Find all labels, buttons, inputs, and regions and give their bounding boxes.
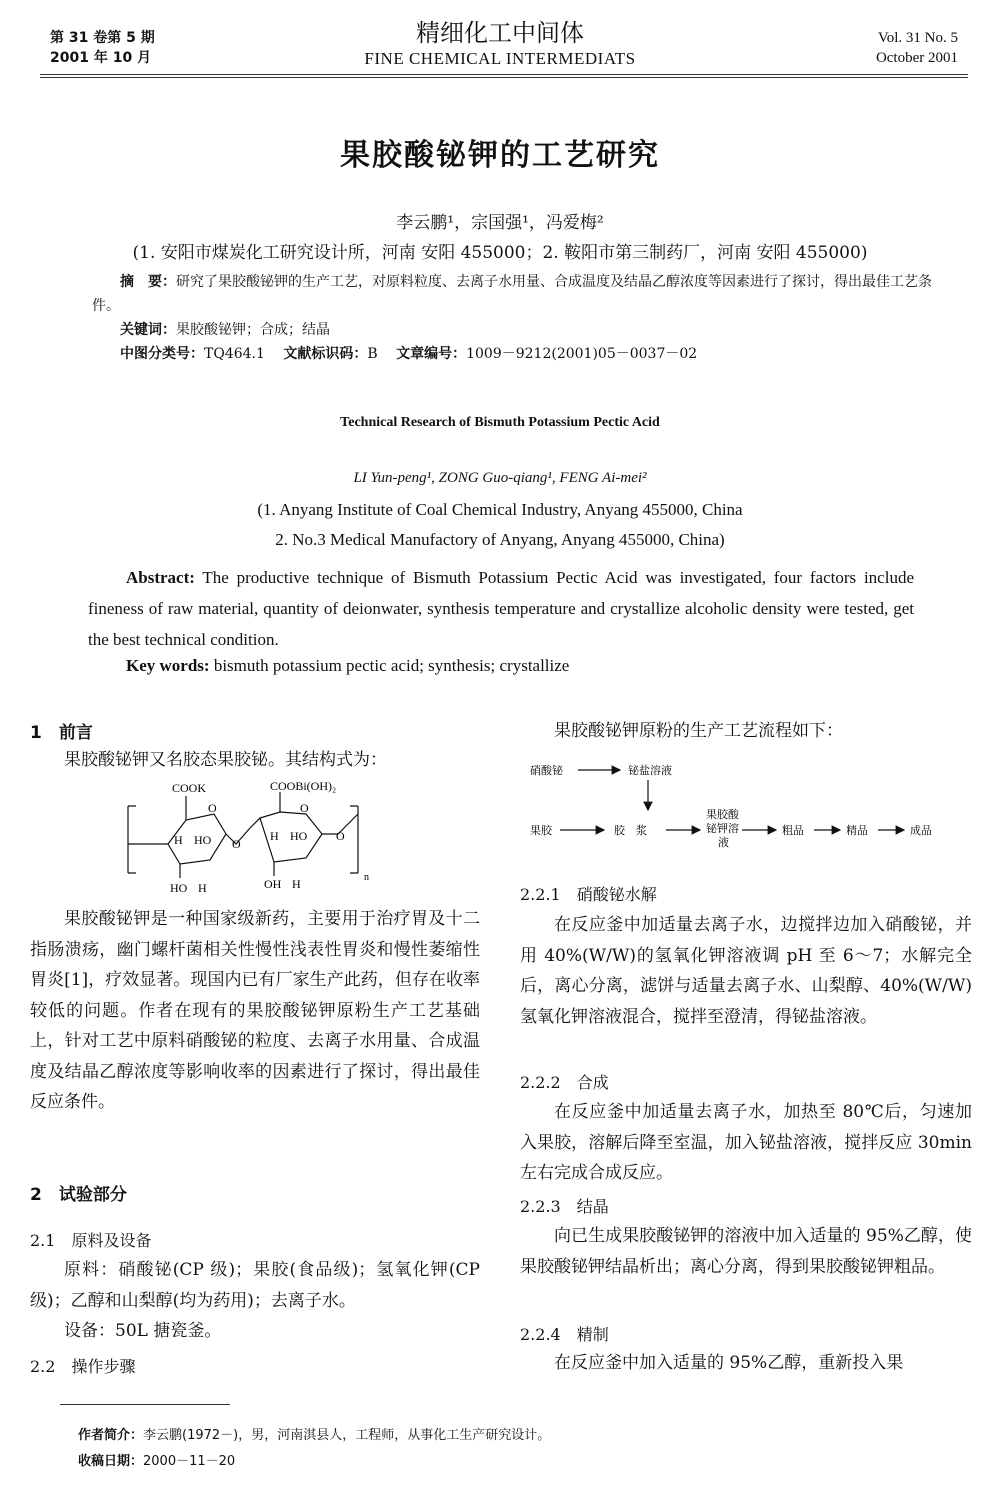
flow-product-line2: 铋钾溶 <box>706 822 739 835</box>
english-keywords <box>126 656 569 676</box>
ho-label-2: HO <box>290 829 308 843</box>
step-2-2-1-heading: 2.2.1 硝酸铋水解 <box>520 885 657 904</box>
doc-code-value: B <box>367 346 378 362</box>
end-oxygen: O <box>336 829 345 843</box>
english-affiliation-2: 2. No.3 Medical Manufactory of Anyang, Anyang 455000, China) <box>275 530 725 549</box>
author-bio <box>78 1424 550 1443</box>
materials-block <box>30 1255 480 1347</box>
step-2-2-2-text: 在反应釜中加适量去离子水，加热至 80℃后，匀速加入果胶，溶解后降至室温，加入铋盐溶液，搅拌反应 30min 左右完成合成反应。 <box>520 1102 972 1183</box>
h-label-1: H <box>174 833 183 847</box>
subsection-2-1-heading: 2.1 原料及设备 <box>30 1231 152 1250</box>
process-flow-diagram <box>520 750 970 870</box>
materials-text: 原料：硝酸铋(CP 级)；果胶(食品级)；氢氧化钾(CP 级)；乙醇和山梨醇(均为药用)；去离子水。 <box>30 1260 480 1311</box>
left-bracket-ends <box>128 806 136 873</box>
step-2-2-4-body <box>520 1348 972 1379</box>
step-2-2-1-text: 在反应釜中加适量去离子水，边搅拌边加入硝酸铋，并用 40%(W/W)的氢氧化钾溶液调 pH 至 6～7；水解完全后，离心分离，滤饼与适量去离子水、山梨醇、40%(W/W)氢氧化钾溶液混合，搅拌至澄清，得铋盐溶液。 <box>520 915 972 1027</box>
author-bio-label: 作者简介： <box>78 1428 144 1443</box>
received-date-value: 2000－11－20 <box>143 1454 236 1469</box>
clc-value: TQ464.1 <box>204 346 265 362</box>
flow-crude: 粗品 <box>782 824 804 837</box>
header-rule-2 <box>40 77 968 78</box>
doc-code-label: 文献标识码： <box>283 346 368 362</box>
article-number-value: 1009－9212(2001)05－0037－02 <box>466 346 698 362</box>
section-1-body <box>30 904 480 1118</box>
step-2-2-2-body <box>520 1097 972 1189</box>
english-abstract <box>88 562 914 655</box>
flow-product-line3: 液 <box>718 836 729 849</box>
classification-line <box>92 342 932 366</box>
subsection-2-2-heading: 2.2 操作步骤 <box>30 1357 136 1376</box>
right-bracket-ends <box>350 806 358 873</box>
intro-paragraph <box>30 745 480 776</box>
english-keywords-text: bismuth potassium pectic acid; synthesis; crystallize <box>213 656 570 675</box>
english-keywords-label: Key words: <box>126 656 210 675</box>
abstract-cn <box>92 270 932 366</box>
section-2-heading: 2 试验部分 <box>30 1185 127 1205</box>
abstract-cn-paragraph <box>92 270 932 318</box>
english-abstract-label: Abstract: <box>126 568 195 587</box>
keywords-cn <box>92 318 932 342</box>
step-2-2-3-body <box>520 1221 972 1282</box>
step-2-2-4-text: 在反应釜中加入适量的 95%乙醇，重新投入果 <box>554 1353 904 1373</box>
issue-volume-en: Vol. 31 No. 5 <box>877 30 958 46</box>
received-date-label: 收稿日期： <box>78 1454 144 1469</box>
keywords-cn-label: 关键词： <box>120 322 176 338</box>
h-bottom-label-2: H <box>292 877 301 891</box>
ring-1-oxygen: O <box>208 801 217 815</box>
issue-date: 2001 年 10 月 <box>50 50 152 66</box>
paper-title: 果胶酸铋钾的工艺研究 <box>340 138 660 173</box>
english-authors: LI Yun-peng¹, ZONG Guo-qiang¹, FENG Ai-mei² <box>353 470 647 486</box>
authors-cn: 李云鹏¹，宗国强¹，冯爱梅² <box>396 213 604 233</box>
abstract-cn-label: 摘 要： <box>120 274 176 290</box>
journal-name <box>0 18 1000 70</box>
intro-text: 果胶酸铋钾又名胶态果胶铋。其结构式为： <box>64 750 387 770</box>
abstract-cn-text: 研究了果胶酸铋钾的生产工艺，对原料粒度、去离子水用量、合成温度及结晶乙醇浓度等因素进行了探讨，得出最佳工艺条件。 <box>92 274 932 314</box>
english-title: Technical Research of Bismuth Potassium Pectic Acid <box>340 415 660 430</box>
equipment-text: 设备：50L 搪瓷釜。 <box>64 1321 222 1341</box>
ho-label-1: HO <box>194 833 212 847</box>
structure-formula <box>110 778 390 896</box>
step-2-2-4-heading: 2.2.4 精制 <box>520 1325 609 1344</box>
structure-bonds <box>128 792 358 878</box>
h-label-2: H <box>270 829 279 843</box>
section-1-paragraph: 果胶酸铋钾是一种国家级新药，主要用于治疗胃及十二指肠溃疡，幽门螺杆菌相关性慢性浅表性胃炎和慢性萎缩性胃炎[1]，疗效显著。现国内已有厂家生产此药，但存在收率较低的问题。作者在现有的果胶酸铋钾原粉生产工艺基础上，针对工艺中原料硝酸铋的粒度、去离子水用量、合成温度及结晶乙醇浓度等影响收率的因素进行了探讨，得出最佳反应条件。 <box>30 909 480 1112</box>
cook-label: COOK <box>172 781 207 795</box>
ho-bottom-label: HO <box>170 881 188 895</box>
english-affiliation-1: (1. Anyang Institute of Coal Chemical Industry, Anyang 455000, China <box>257 500 743 519</box>
flow-bi-nitrate: 硝酸铋 <box>530 764 563 777</box>
flow-pectin: 果胶 <box>530 824 552 837</box>
step-2-2-3-text: 向已生成果胶酸铋钾的溶液中加入适量的 95%乙醇，使果胶酸铋钾结晶析出；离心分离，得到果胶酸铋钾粗品。 <box>520 1226 972 1277</box>
flow-glue: 胶 浆 <box>614 824 647 837</box>
english-abstract-text: The productive technique of Bismuth Potassium Pectic Acid was investigated, four factors include fineness of raw material, quantity of deionwater, synthesis temperature and crystallize alcoholic density were tested, get the best technical condition. <box>88 568 914 649</box>
received-date <box>78 1450 235 1469</box>
author-bio-text: 李云鹏(1972－)，男，河南淇县人，工程师，从事化工生产研究设计。 <box>143 1428 551 1443</box>
coobi-label: COOBi(OH)₂ <box>270 779 337 793</box>
header-rule <box>40 74 968 75</box>
issue-volume: 第 31 卷第 5 期 <box>50 30 155 46</box>
h-bottom-label: H <box>198 881 207 895</box>
affiliations-cn: (1. 安阳市煤炭化工研究设计所，河南 安阳 455000；2. 鞍阳市第三制药厂，河南 安阳 455000) <box>132 243 868 263</box>
oh-bottom-label: OH <box>264 877 282 891</box>
flow-fine: 精品 <box>846 824 868 837</box>
flow-intro-text: 果胶酸铋钾原粉的生产工艺流程如下： <box>554 721 843 741</box>
journal-name-cn: 精细化工中间体 <box>416 19 584 47</box>
flow-final: 成品 <box>910 824 932 837</box>
journal-name-en: FINE CHEMICAL INTERMEDIATS <box>364 49 636 68</box>
flow-product-line1: 果胶酸 <box>706 808 739 821</box>
step-2-2-2-heading: 2.2.2 合成 <box>520 1073 609 1092</box>
issue-date-en: October 2001 <box>875 50 958 66</box>
issue-info-en <box>876 28 958 68</box>
article-number-label: 文章编号： <box>396 346 467 362</box>
footnote-rule <box>60 1404 230 1405</box>
step-2-2-3-heading: 2.2.3 结晶 <box>520 1197 609 1216</box>
keywords-cn-text: 果胶酸铋钾；合成；结晶 <box>176 322 330 338</box>
flow-intro <box>520 716 972 747</box>
repeat-n: n <box>364 872 369 883</box>
flow-bi-salt-solution: 铋盐溶液 <box>628 764 672 777</box>
ring-2-oxygen: O <box>300 801 309 815</box>
bridge-oxygen: O <box>232 837 241 851</box>
step-2-2-1-body <box>520 910 972 1032</box>
clc-label: 中图分类号： <box>120 346 204 362</box>
section-1-heading: 1 前言 <box>30 723 93 743</box>
